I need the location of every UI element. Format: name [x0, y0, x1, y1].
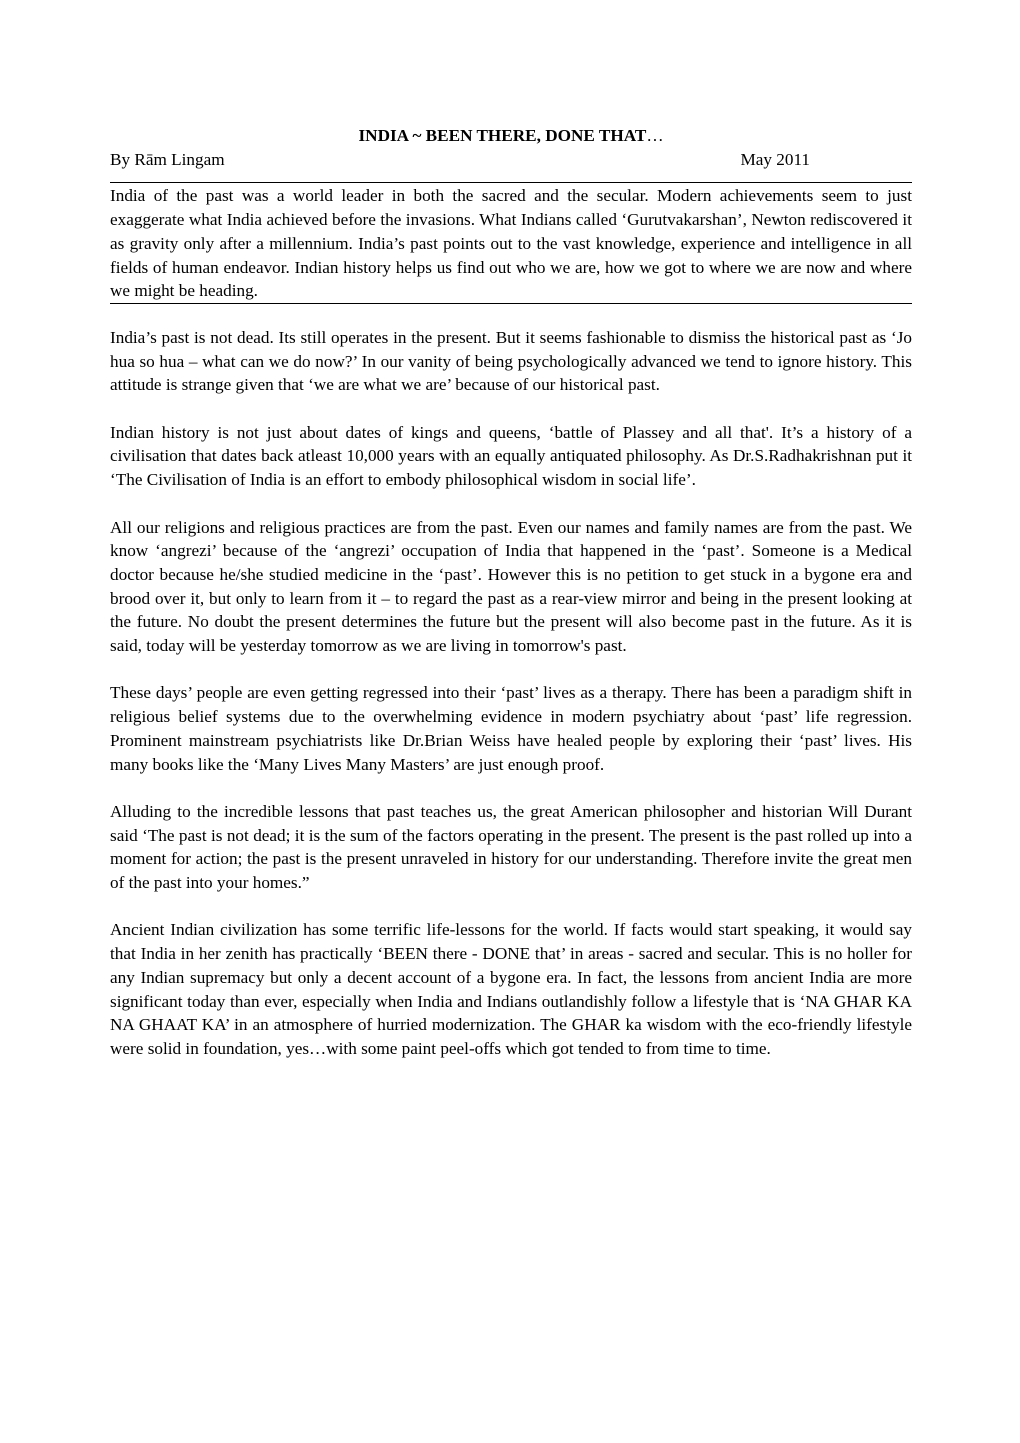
- document-page: [110, 124, 912, 1061]
- body-paragraph: Ancient Indian civilization has some terrific life-lessons for the world. If facts would start speaking, it would say that India in her zenith has practically ‘BEEN there - DONE that’ in areas - sacred and secular. This is no holler for any Indian supremacy but only a decent account of a bygone era. In fact, the lessons from ancient India are more significant today than ever, especially when India and Indians outlandishly follow a lifestyle that is ‘NA GHAR KA NA GHAAT KA’ in an atmosphere of hurried modernization. The GHAR ka wisdom with the eco-friendly lifestyle were solid in foundation, yes…with some paint peel-offs which got tended to from time to time.: [110, 920, 912, 1058]
- title-ellipsis: …: [646, 126, 664, 145]
- body-paragraph: All our religions and religious practices are from the past. Even our names and family names are from the past. We know ‘angrezi’ because of the ‘angrezi’ occupation of India that happened in the ‘past’. Someone is a Medical doctor because he/she studied medicine in the ‘past’. However this is no petition to get stuck in a bygone era and brood over it, but only to learn from it – to regard the past as a rear-view mirror and being in the present looking at the future. No doubt the present determines the future but the present will also become past in the future. As it is said, today will be yesterday tomorrow as we are living in tomorrow's past.: [110, 517, 912, 656]
- body-paragraph: These days’ people are even getting regressed into their ‘past’ lives as a therapy. There has been a paradigm shift in religious belief systems due to the overwhelming evidence in modern psychiatry about ‘past’ life regression. Prominent mainstream psychiatrists like Dr.Brian Weiss have healed people by exploring their ‘past’ lives. His many books like the ‘Many Lives Many Masters’ are just enough proof.: [110, 683, 912, 774]
- body-paragraph: India’s past is not dead. Its still operates in the present. But it seems fashionable to dismiss the historical past as ‘Jo hua so hua – what can we do now?’ In our vanity of being psychologically advanced we tend to ignore history. This attitude is strange given that ‘we are what we are’ because of our historical past.: [110, 327, 912, 395]
- date: May 2011: [740, 149, 810, 169]
- document-title: [110, 124, 912, 148]
- title-text: INDIA ~ BEEN THERE, DONE THAT: [358, 126, 647, 145]
- body-paragraph: Indian history is not just about dates of kings and queens, ‘battle of Plassey and all that'. It’s a history of a civilisation that dates back atleast 10,000 years with an equally antiquated philosophy. As Dr.S.Radhakrishnan put it ‘The Civilisation of India is an effort to embody philosophical wisdom in social life’.: [110, 422, 912, 490]
- byline: [110, 148, 912, 172]
- abstract-paragraph: India of the past was a world leader in both the sacred and the secular. Modern achievements seem to just exaggerate what India achieved before the invasions. What Indians called ‘Gurutvakarshan’, Newton rediscovered it as gravity only after a millennium. India’s past points out to the vast knowledge, experience and intelligence in all fields of human endeavor. Indian history helps us find out who we are, how we got to where we are now and where we might be heading.: [110, 186, 912, 301]
- body-paragraph: Alluding to the incredible lessons that past teaches us, the great American philosopher and historian Will Durant said ‘The past is not dead; it is the sum of the factors operating in the present. The present is the past rolled up into a moment for action; the past is the present unraveled in history for our understanding. Therefore invite the great men of the past into your homes.”: [110, 801, 912, 893]
- author: By Rām Lingam: [110, 149, 225, 169]
